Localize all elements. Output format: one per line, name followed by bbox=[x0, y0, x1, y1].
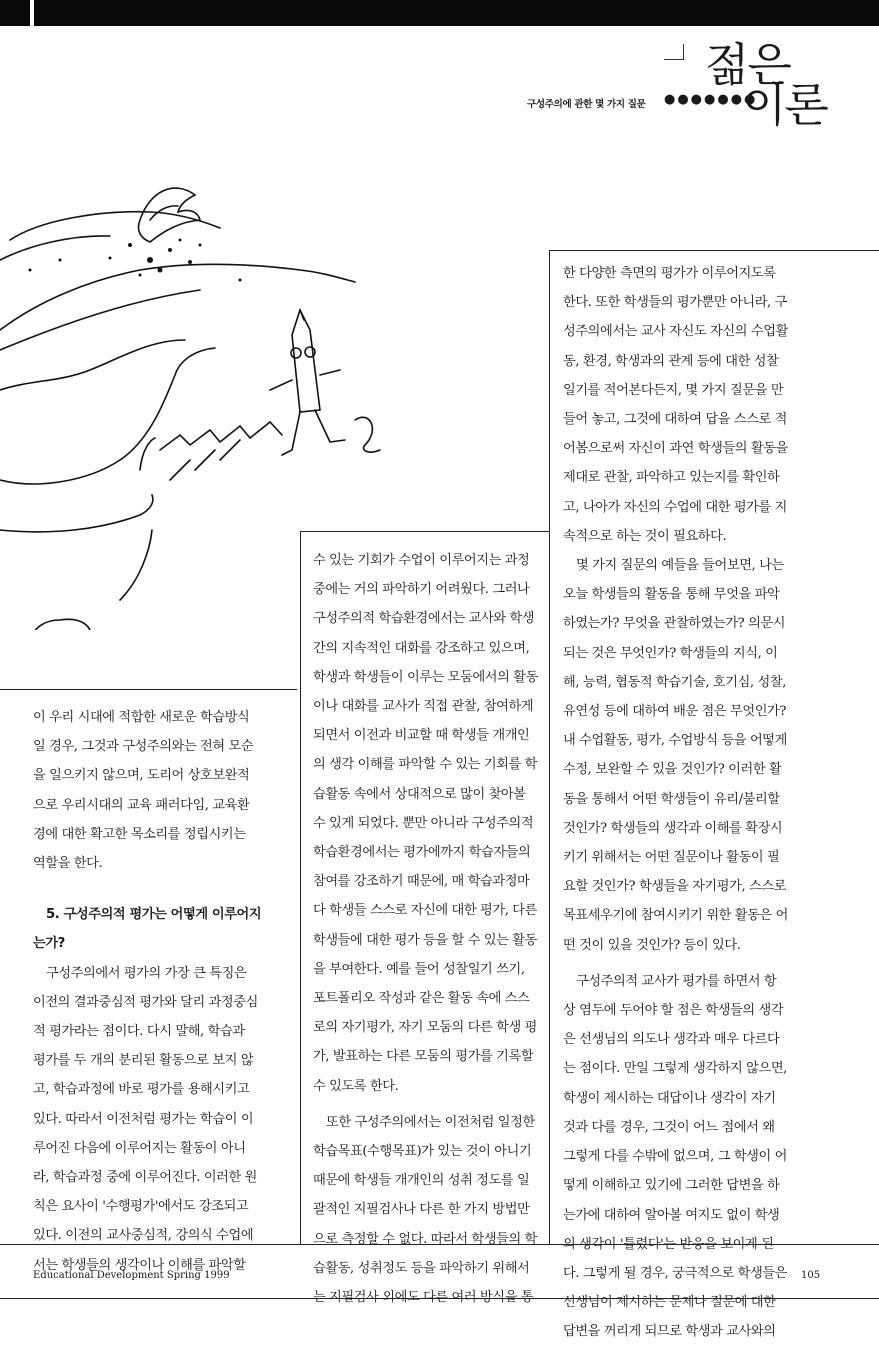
header-tick-mark-vertical bbox=[683, 44, 684, 60]
column2-top-rule bbox=[300, 531, 549, 532]
column-2-paragraph-1 bbox=[313, 546, 545, 1101]
illustration-bottom-rule bbox=[0, 689, 297, 690]
text-line: 수정, 보완할 수 있을 것인가? 이러한 활 bbox=[563, 762, 782, 778]
text-line: 루어진 다음에 이루어지는 활동이 아니 bbox=[33, 1140, 246, 1156]
text-line: 해, 능력, 협동적 학습기술, 호기심, 성찰, bbox=[563, 674, 787, 690]
footer-journal-name: Educational Development Spring 1999 bbox=[33, 1270, 230, 1281]
text-line: 다 학생들 스스로 자신에 대한 평가, 다른 bbox=[313, 903, 537, 919]
text-line: 일 경우, 그것과 구성주의와는 전혀 모순 bbox=[33, 739, 254, 755]
text-line: 학습환경에서는 평가에까지 학습자들의 bbox=[313, 845, 531, 861]
text-line: 은 선생님의 의도나 생각과 매우 다르다 bbox=[563, 1032, 780, 1048]
text-line: 있다. 이전의 교사중심적, 강의식 수업에 bbox=[33, 1228, 254, 1244]
header-dots: ●●●●●●● bbox=[664, 92, 758, 107]
column-rule-left bbox=[300, 531, 301, 1245]
text-line: 학생과 학생들이 이루는 모둠에서의 활동 bbox=[313, 669, 538, 685]
text-line: 것인가? 학생들의 생각과 이해를 확장시 bbox=[563, 820, 783, 836]
text-line: 중에는 거의 파악하기 어려웠다. 그러나 bbox=[313, 582, 530, 598]
text-line: 간의 지속적인 대화를 강조하고 있으며, bbox=[313, 640, 530, 656]
section-heading-line: 5. 구성주의적 평가는 어떻게 이루어지 bbox=[46, 907, 262, 923]
column-rule-right bbox=[549, 250, 550, 1245]
text-line: 그렇게 다를 수밖에 없으며, 그 학생이 어 bbox=[563, 1149, 787, 1165]
text-line: 목표세우기에 참여시키기 위한 활동은 어 bbox=[563, 908, 788, 924]
text-line: 것과 다를 경우, 그것이 어느 점에서 왜 bbox=[563, 1119, 775, 1135]
header-tick-mark bbox=[664, 59, 684, 60]
text-line: 가, 발표하는 다른 모둠의 평가를 기록할 bbox=[313, 1049, 534, 1065]
text-line: 수 있는 기회가 수업이 이루어지는 과정 bbox=[313, 553, 530, 568]
text-line: 동을 통해서 어떤 학생들이 유리/불리할 bbox=[563, 791, 780, 807]
text-line: 제대로 관찰, 파악하고 있는지를 확인하 bbox=[563, 470, 780, 486]
section-heading bbox=[33, 900, 291, 958]
text-line: 키기 위해서는 어떤 질문이나 활동이 필 bbox=[563, 850, 780, 866]
text-line: 학생이 제시하는 대답이나 생각이 자기 bbox=[563, 1090, 776, 1106]
text-line: 의 생각 이해를 파악할 수 있는 기회를 학 bbox=[313, 757, 537, 773]
text-line: 구성주의적 교사가 평가를 하면서 항 bbox=[576, 973, 777, 989]
text-line: 답변을 꺼리게 되므로 학생과 교사와의 bbox=[563, 1324, 776, 1340]
text-line: 적 평가라는 점이다. 다시 말해, 학습과 bbox=[33, 1024, 245, 1040]
text-line: 한 다양한 측면의 평가가 이루어지도록 bbox=[563, 266, 776, 281]
text-line: 로의 자기평가, 자기 모둠의 다른 학생 평 bbox=[313, 1020, 537, 1036]
text-line: 오늘 학생들의 활동을 통해 무엇을 파악 bbox=[563, 587, 780, 603]
text-line: 또한 구성주의에서는 이전처럼 일정한 bbox=[326, 1114, 535, 1130]
top-bar-notch bbox=[30, 0, 34, 26]
text-line: 상 염두에 두어야 할 점은 학생들의 생각 bbox=[563, 1003, 784, 1019]
text-line: 는가에 대하여 알아볼 여지도 없이 학생 bbox=[563, 1207, 780, 1223]
text-line: 속적으로 하는 것이 필요하다. bbox=[563, 528, 727, 544]
text-line: 어봄으로써 자신이 과연 학생들의 활동을 bbox=[563, 441, 788, 457]
text-line: 선생님이 제시하는 문제나 질문에 대한 bbox=[563, 1295, 776, 1311]
text-line: 이나 대화를 교사가 직접 관찰, 참여하게 bbox=[313, 699, 534, 715]
text-line: 있다. 따라서 이전처럼 평가는 학습이 이 bbox=[33, 1111, 254, 1127]
text-line: 성주의에서는 교사 자신도 자신의 수업활 bbox=[563, 324, 788, 340]
text-line: 떤 것이 있을 것인가? 등이 있다. bbox=[563, 937, 741, 953]
top-black-bar bbox=[0, 0, 879, 26]
text-line: 으로 우리시대의 교육 패러다임, 교육환 bbox=[33, 797, 250, 813]
text-line: 한다. 또한 학생들의 평가뿐만 아니라, 구 bbox=[563, 295, 787, 311]
text-line: 서는 학생들의 생각이나 이해를 파악할 bbox=[33, 1257, 246, 1273]
text-line: 을 부여한다. 예를 들어 성찰일기 쓰기, bbox=[313, 961, 525, 977]
text-line: 을 일으키지 않으며, 도리어 상호보완적 bbox=[33, 768, 250, 784]
text-line: 평가를 두 개의 분리된 활동으로 보지 않 bbox=[33, 1053, 254, 1069]
text-line: 되면서 이전과 비교할 때 학생들 개개인 bbox=[313, 728, 530, 744]
text-line: 참여를 강조하기 때문에, 매 학습과정마 bbox=[313, 874, 530, 890]
text-line: 괄적인 지필검사나 다른 한 가지 방법만 bbox=[313, 1202, 530, 1218]
text-line: 떻게 이해하고 있기에 그러한 답변을 하 bbox=[563, 1178, 780, 1194]
text-line: 구성주의에서 평가의 가장 큰 특징은 bbox=[46, 965, 247, 981]
column-2-paragraph-2 bbox=[313, 1108, 545, 1312]
text-line: 때문에 학생들 개개인의 성취 정도를 일 bbox=[313, 1173, 530, 1189]
text-line: 는 지필검사 외에도 다른 여러 방식을 통 bbox=[313, 1290, 534, 1306]
column-3-paragraph-2 bbox=[563, 551, 793, 960]
text-line: 요할 것인가? 학생들을 자기평가, 스스로 bbox=[563, 879, 787, 895]
text-line: 몇 가지 질문의 예들을 들어보면, 나는 bbox=[576, 558, 784, 574]
header-title-line1: 젊은 bbox=[705, 38, 790, 92]
column3-top-rule bbox=[549, 250, 879, 251]
text-line: 습활동 속에서 상대적으로 많이 찾아볼 bbox=[313, 786, 526, 802]
text-line: 학습목표(수행목표)가 있는 것이 아니기 bbox=[313, 1144, 532, 1160]
text-line: 이전의 결과중심적 평가와 달리 과정중심 bbox=[33, 994, 258, 1010]
text-line: 고, 나아가 자신의 수업에 대한 평가를 지 bbox=[563, 499, 787, 515]
text-line: 으로 측정할 수 없다. 따라서 학생들의 학 bbox=[313, 1231, 537, 1247]
text-line: 내 수업활동, 평가, 수업방식 등을 어떻게 bbox=[563, 733, 787, 749]
section-heading-line: 는가? bbox=[33, 936, 65, 952]
column-1 bbox=[33, 703, 291, 1280]
text-line: 다. 그렇게 될 경우, 궁극적으로 학생들은 bbox=[563, 1265, 787, 1281]
text-line: 하였는가? 무엇을 관찰하였는가? 의문시 bbox=[563, 616, 786, 632]
column-3 bbox=[563, 259, 793, 1347]
text-line: 칙은 요사이 '수행평가'에서도 강조되고 bbox=[33, 1199, 249, 1215]
text-line: 고, 학습과정에 바로 평가를 용해시키고 bbox=[33, 1082, 250, 1098]
text-line: 들어 놓고, 그것에 대하여 답을 스스로 적 bbox=[563, 412, 787, 428]
text-line: 습활동, 성취정도 등을 파악하기 위해서 bbox=[313, 1260, 530, 1276]
footer-page-number: 105 bbox=[801, 1270, 821, 1281]
text-line: 수 있게 되었다. 뿐만 아니라 구성주의적 bbox=[313, 815, 534, 831]
text-line: 라, 학습과정 중에 이루어진다. 이러한 원 bbox=[33, 1170, 257, 1186]
text-line: 이 우리 시대에 적합한 새로운 학습방식 bbox=[33, 710, 250, 725]
text-line: 포트폴리오 작성과 같은 활동 속에 스스 bbox=[313, 991, 530, 1007]
column-3-paragraph-3 bbox=[563, 967, 793, 1347]
text-line: 일기를 적어본다든지, 몇 가지 질문을 만 bbox=[563, 382, 784, 398]
column-1-paragraph-2 bbox=[33, 959, 291, 1280]
text-line: 수 있도록 한다. bbox=[313, 1078, 399, 1094]
text-line: 의 생각이 '틀렸다'는 반응을 보이게 된 bbox=[563, 1236, 774, 1252]
text-line: 되는 것은 무엇인가? 학생들의 지식, 이 bbox=[563, 645, 778, 661]
text-line: 는 점이다. 만일 그렇게 생각하지 않으면, bbox=[563, 1061, 787, 1077]
column-1-paragraph-1 bbox=[33, 703, 291, 878]
text-line: 구성주의적 학습환경에서는 교사와 학생 bbox=[313, 611, 535, 627]
text-line: 경에 대한 확고한 목소리를 정립시키는 bbox=[33, 826, 246, 842]
text-line: 동, 환경, 학생과의 관계 등에 대한 성찰 bbox=[563, 353, 779, 369]
text-line: 학생들에 대한 평가 등을 할 수 있는 활동 bbox=[313, 932, 537, 948]
column-3-paragraph-1 bbox=[563, 259, 793, 551]
column-2 bbox=[313, 546, 545, 1312]
text-line: 역할을 한다. bbox=[33, 856, 103, 872]
header-title-line2: 이론 bbox=[742, 78, 827, 132]
header-subtitle: 구성주의에 관한 몇 가지 질문 bbox=[527, 99, 646, 110]
text-line: 유연성 등에 대하여 배운 점은 무엇인가? bbox=[563, 704, 787, 720]
